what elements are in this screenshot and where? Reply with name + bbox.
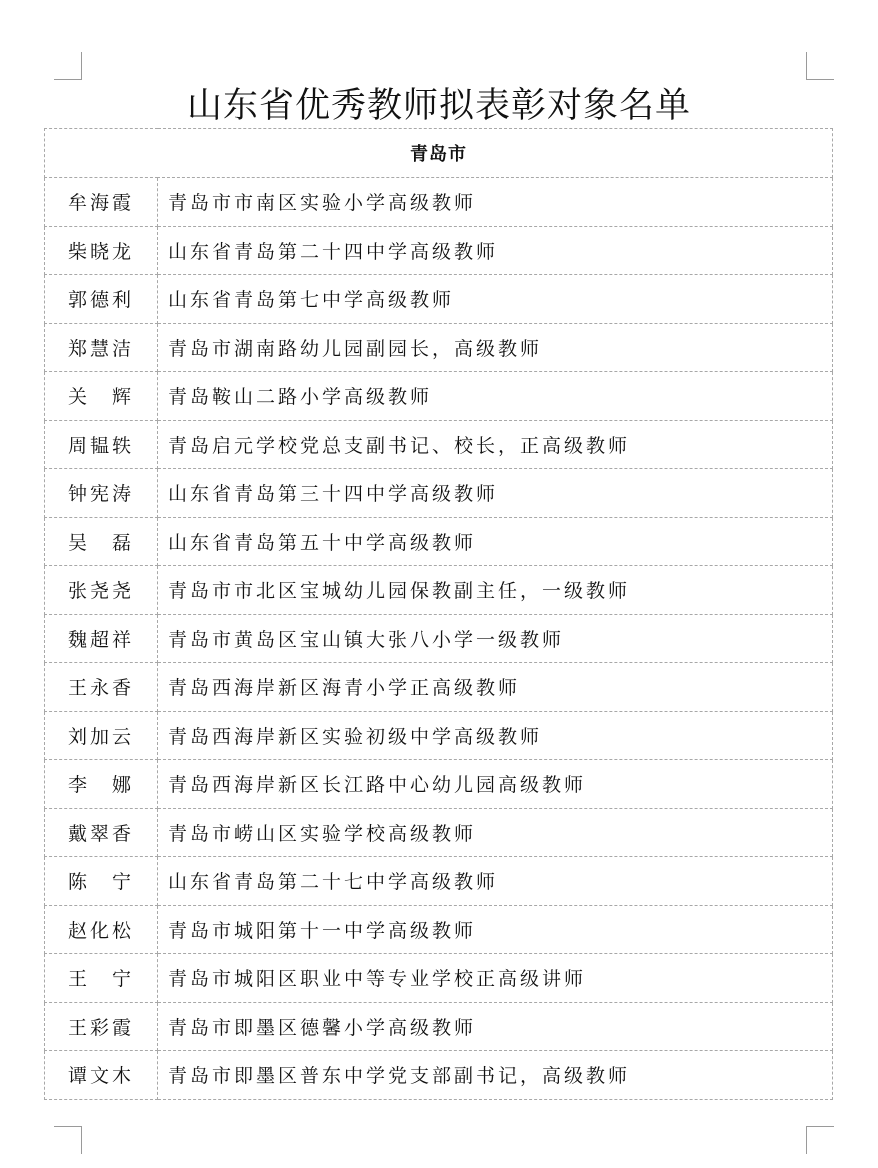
teacher-position: 青岛启元学校党总支副书记、校长，正高级教师 — [158, 420, 833, 469]
table-body — [45, 178, 833, 1100]
teacher-position: 青岛西海岸新区海青小学正高级教师 — [158, 663, 833, 712]
table-row — [45, 517, 833, 566]
teacher-position: 山东省青岛第三十四中学高级教师 — [158, 469, 833, 518]
teacher-position: 山东省青岛第五十中学高级教师 — [158, 517, 833, 566]
teacher-name: 李 娜 — [45, 760, 158, 809]
table-row — [45, 226, 833, 275]
teacher-name: 郭德利 — [45, 275, 158, 324]
teacher-name: 赵化松 — [45, 905, 158, 954]
teacher-position: 青岛市即墨区德馨小学高级教师 — [158, 1002, 833, 1051]
crop-mark-top-right — [806, 52, 834, 80]
teacher-name: 刘加云 — [45, 711, 158, 760]
teacher-position: 青岛市市南区实验小学高级教师 — [158, 178, 833, 227]
crop-mark-top-left — [54, 52, 82, 80]
table-row — [45, 614, 833, 663]
teacher-name: 谭文木 — [45, 1051, 158, 1100]
teacher-position: 青岛市市北区宝城幼儿园保教副主任，一级教师 — [158, 566, 833, 615]
table-row — [45, 566, 833, 615]
teacher-position: 青岛西海岸新区长江路中心幼儿园高级教师 — [158, 760, 833, 809]
city-header: 青岛市 — [45, 129, 833, 178]
teacher-name: 王彩霞 — [45, 1002, 158, 1051]
table-row — [45, 323, 833, 372]
table-row — [45, 1051, 833, 1100]
city-header-row — [45, 129, 833, 178]
table-row — [45, 760, 833, 809]
teacher-position: 青岛西海岸新区实验初级中学高级教师 — [158, 711, 833, 760]
teacher-name: 王永香 — [45, 663, 158, 712]
table-row — [45, 469, 833, 518]
table-row — [45, 275, 833, 324]
table-row — [45, 663, 833, 712]
table-row — [45, 372, 833, 421]
teacher-position: 青岛市城阳第十一中学高级教师 — [158, 905, 833, 954]
teacher-name: 柴晓龙 — [45, 226, 158, 275]
teacher-position: 山东省青岛第七中学高级教师 — [158, 275, 833, 324]
page-title: 山东省优秀教师拟表彰对象名单 — [186, 86, 691, 126]
table-row — [45, 808, 833, 857]
teacher-name: 关 辉 — [45, 372, 158, 421]
teacher-position: 青岛市城阳区职业中等专业学校正高级讲师 — [158, 954, 833, 1003]
table-row — [45, 420, 833, 469]
teacher-position: 山东省青岛第二十四中学高级教师 — [158, 226, 833, 275]
crop-mark-bottom-right — [806, 1126, 834, 1154]
teacher-name: 张尧尧 — [45, 566, 158, 615]
teacher-position: 青岛市即墨区普东中学党支部副书记，高级教师 — [158, 1051, 833, 1100]
teacher-name: 周韫轶 — [45, 420, 158, 469]
table-row — [45, 857, 833, 906]
teacher-name: 牟海霞 — [45, 178, 158, 227]
teacher-name: 钟宪涛 — [45, 469, 158, 518]
crop-mark-bottom-left — [54, 1126, 82, 1154]
teacher-position: 青岛市湖南路幼儿园副园长，高级教师 — [158, 323, 833, 372]
teacher-name: 郑慧洁 — [45, 323, 158, 372]
table-row — [45, 954, 833, 1003]
teacher-name: 陈 宁 — [45, 857, 158, 906]
teacher-position: 青岛鞍山二路小学高级教师 — [158, 372, 833, 421]
teacher-position: 青岛市崂山区实验学校高级教师 — [158, 808, 833, 857]
teacher-name: 戴翠香 — [45, 808, 158, 857]
teacher-name: 吴 磊 — [45, 517, 158, 566]
table-row — [45, 1002, 833, 1051]
teacher-position: 青岛市黄岛区宝山镇大张八小学一级教师 — [158, 614, 833, 663]
table-row — [45, 905, 833, 954]
teacher-name: 王 宁 — [45, 954, 158, 1003]
teacher-name: 魏超祥 — [45, 614, 158, 663]
table-row — [45, 178, 833, 227]
teacher-position: 山东省青岛第二十七中学高级教师 — [158, 857, 833, 906]
teacher-table — [44, 128, 833, 1100]
table-row — [45, 711, 833, 760]
